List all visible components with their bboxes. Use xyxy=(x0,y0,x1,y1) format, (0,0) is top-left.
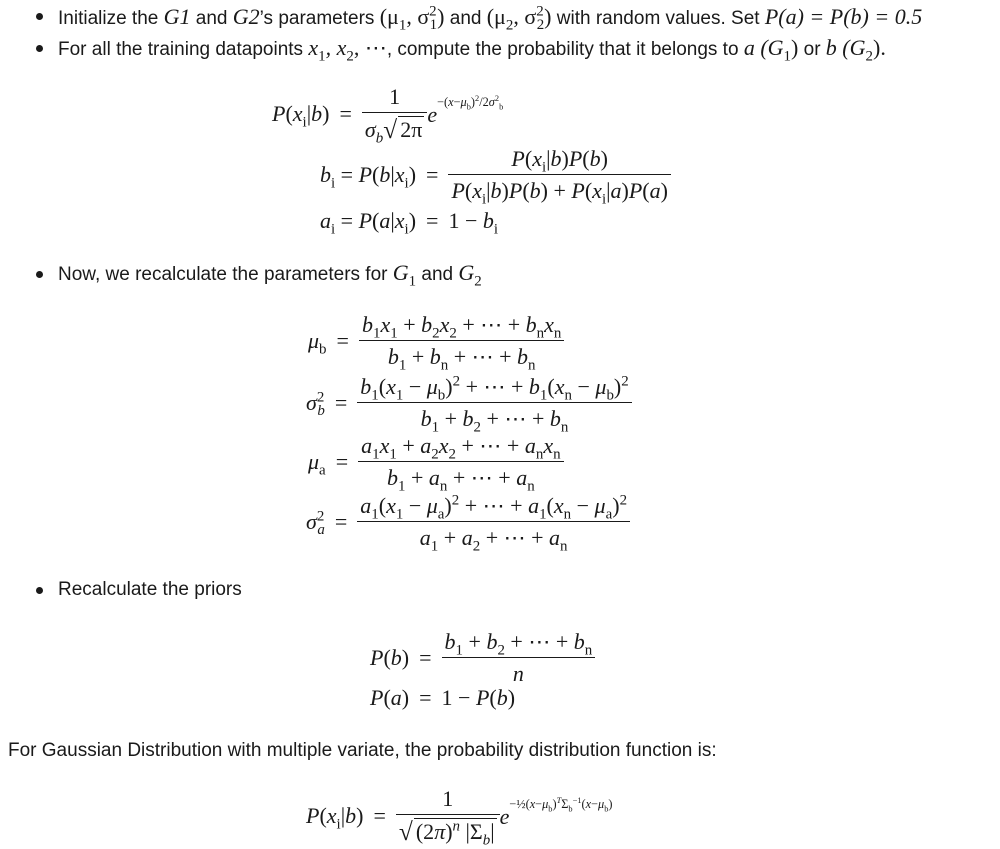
equation-sigma-a: $\sigma^2_a$ = $\frac{a_1(x_1 - \mu_a)^2 + \cdots + a_1(x_n - \mu_a)^2}{a_1 + a_2 + \cdots + a_n}$ xyxy=(306,493,630,551)
equation-lhs: $P(x_i|b)$ xyxy=(272,100,330,130)
bullet-initialize: Initialize the G1 and G2’s parameters ($\mu_1$, $\sigma^2_1$) and ($\mu_2$, $\sigma^2_2$) with random values. Set P(a) = P(b) = 0.5 xyxy=(58,3,923,34)
bullet-marker xyxy=(36,45,43,52)
fraction: $\frac{b_1x_1 + b_2x_2 + \cdots + b_nx_n}{b_1 + b_n + \cdots + b_n}$ xyxy=(359,312,564,370)
bullet-recalculate-priors: Recalculate the priors xyxy=(58,579,242,600)
fraction: $\frac{a_1x_1 + a_2x_2 + \cdots + a_nx_n}{b_1 + a_n + \cdots + a_n}$ xyxy=(358,433,563,491)
bullet-marker xyxy=(36,587,43,594)
fraction: 1 $\sigma_b$ √ 2π xyxy=(362,84,427,143)
fraction: $\frac{a_1(x_1 - \mu_a)^2 + \cdots + a_1(x_n - \mu_a)^2}{a_1 + a_2 + \cdots + a_n}$ xyxy=(357,493,630,551)
equation-responsibility-a: $a_i = P(a|x_i)$ = $1 - b_i$ xyxy=(320,208,499,238)
paragraph-multivariate: For Gaussian Distribution with multiple variate, the probability distribution function is: xyxy=(8,740,717,761)
bullet-marker xyxy=(36,13,43,20)
equation-mu-b: $\mu_b$ = $\frac{b_1x_1 + b_2x_2 + \cdots + b_nx_n}{b_1 + b_n + \cdots + b_n}$ xyxy=(308,312,564,370)
bullet-training: For all the training datapoints $x_1$, $x_2$, ⋯, compute the probability that it belongs to a $(G_1)$ or b $(G_2)$. xyxy=(58,35,886,65)
bullet-marker xyxy=(36,271,43,278)
bullet-recalculate-params: Now, we recalculate the parameters for $G_1$ and $G_2$ xyxy=(58,260,482,290)
fraction: $\frac{b_1(x_1 - \mu_b)^2 + \cdots + b_1(x_n - \mu_b)^2}{b_1 + b_2 + \cdots + b_n}$ xyxy=(357,374,631,432)
equation-responsibility-b: $b_i = P(b|x_i)$ = $\frac{P(x_i|b)P(b)}{P(x_i|b)P(b) + P(x_i|a)P(a)}$ xyxy=(320,146,671,204)
equation-multivariate-gaussian: $P(x_i|b)$ = 1 √ $(2\pi)^n$ $|\Sigma_b|$ $e^{-\frac{1}{2}(x-\mu_b)^T\Sigma_b^{-1}(x-\mu_b)}$ xyxy=(306,786,613,849)
fraction: 1 √ $(2\pi)^n$ $|\Sigma_b|$ xyxy=(396,786,500,845)
equation-mu-a: $\mu_a$ = $\frac{a_1x_1 + a_2x_2 + \cdots + a_nx_n}{b_1 + a_n + \cdots + a_n}$ xyxy=(308,433,564,491)
equation-prior-b: P(b) = $\frac{b_1 + b_2 + \cdots + b_n}{n}$ xyxy=(370,629,595,687)
equation-gaussian-pdf: $P(x_i|b)$ = 1 $\sigma_b$ √ 2π $e^{-(x-\mu_b)^2/2\sigma^2_b}$ xyxy=(272,84,504,147)
equation-prior-a: P(a) = 1 − P(b) xyxy=(370,685,516,710)
fraction: $\frac{P(x_i|b)P(b)}{P(x_i|b)P(b) + P(x_i|a)P(a)}$ xyxy=(448,146,671,204)
fraction: $\frac{b_1 + b_2 + \cdots + b_n}{n}$ xyxy=(442,629,596,687)
equation-sigma-b: $\sigma^2_b$ = $\frac{b_1(x_1 - \mu_b)^2 + \cdots + b_1(x_n - \mu_b)^2}{b_1 + b_2 + \cdots + b_n}$ xyxy=(306,374,632,432)
